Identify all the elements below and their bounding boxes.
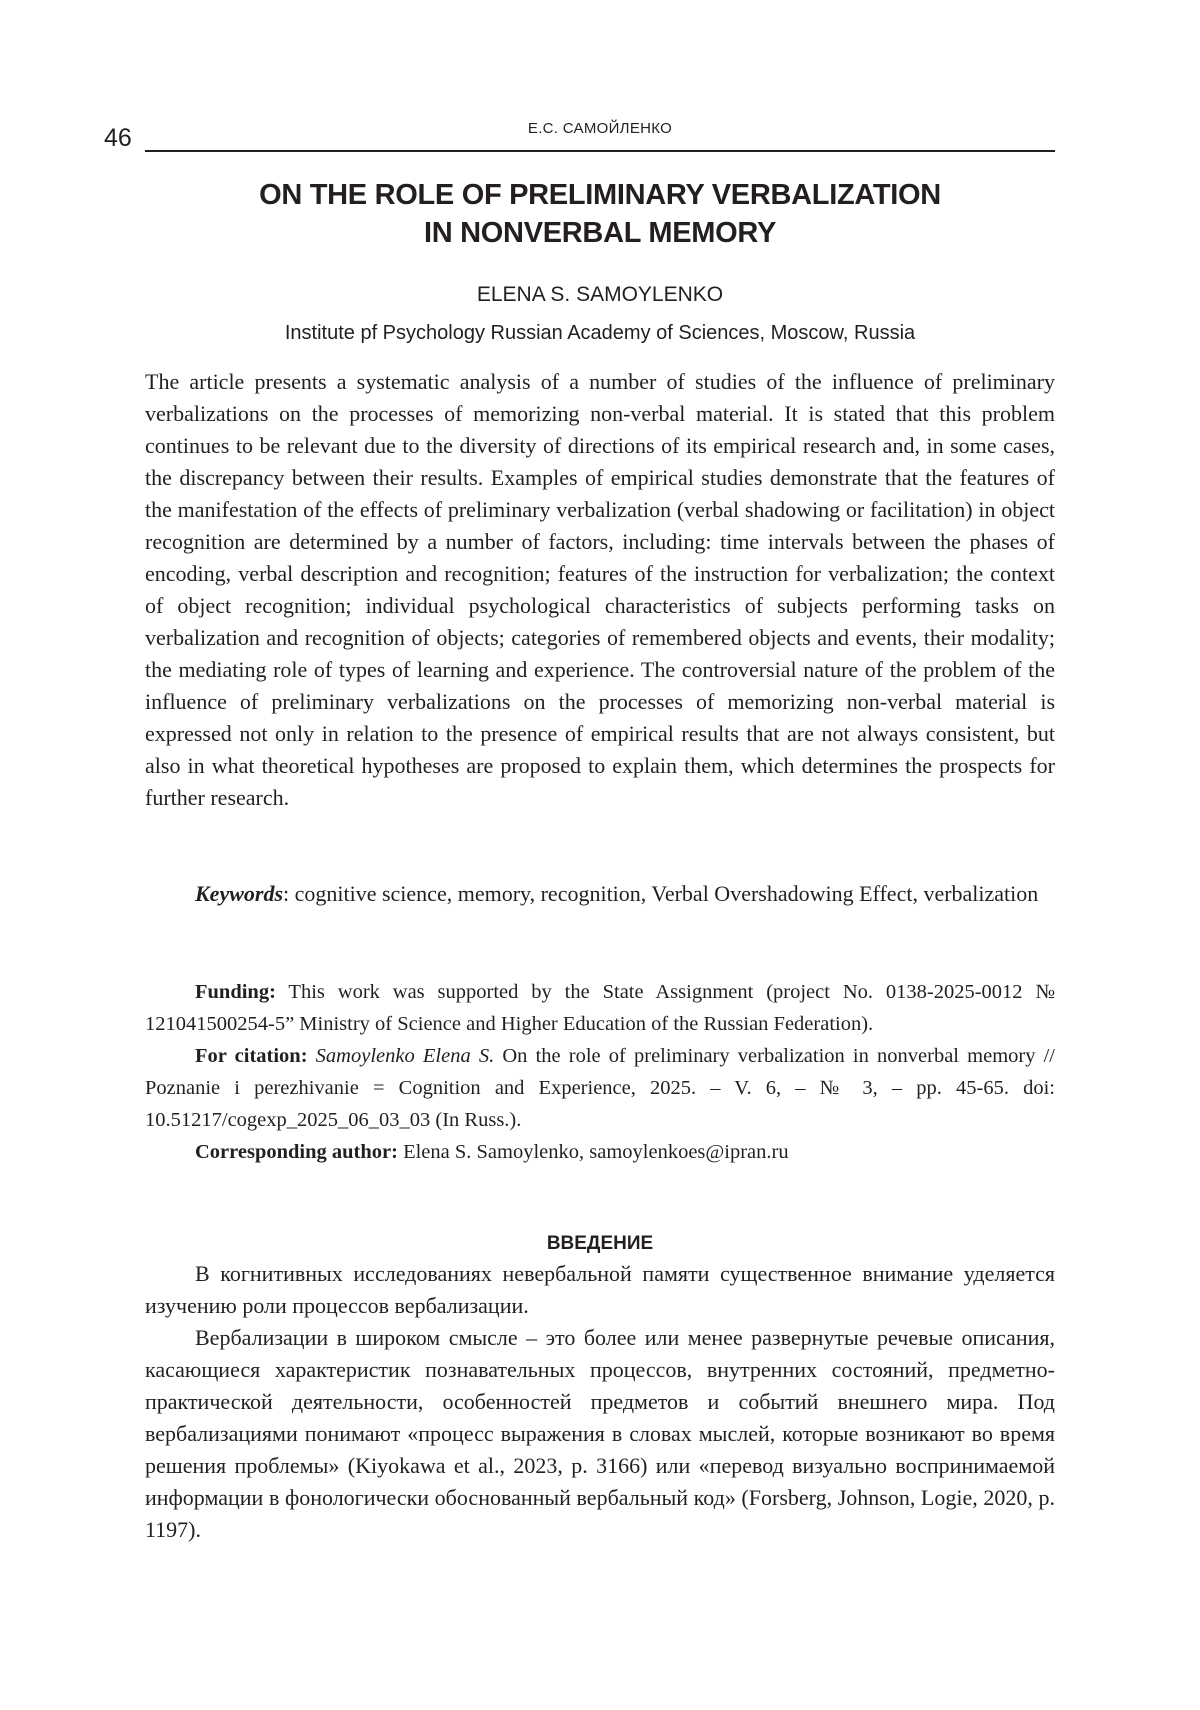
paragraph: Вербализации в широком смысле – это более или менее развернутые речевые описания, касающиеся характеристик познавательных процессов, внутренних состояний, предметно-практической деятельности, особенностей предметов и событий внешнего мира. Под вербализациями понимают «процесс выражения в словах мыслей, которые возникают во время решения проблемы» (Kiyokawa et al., 2023, p. 3166) или «перевод визуально воспринимаемой информации в фонологически обоснованный вербальный код» (Forsberg, Johnson, Logie, 2020, p. 1197). bbox=[145, 1325, 1055, 1542]
author-affiliation: Institute pf Psychology Russian Academy of Sciences, Moscow, Russia bbox=[284, 322, 916, 344]
section-heading: ВВЕДЕНИЕ bbox=[546, 1233, 654, 1254]
paragraph: В когнитивных исследованиях невербальной памяти существенное внимание уделяется изучению роли процессов вербализации. bbox=[145, 1261, 1055, 1318]
page-number: 46 bbox=[104, 124, 132, 152]
funding-label: Funding: bbox=[195, 981, 276, 1003]
funding bbox=[145, 976, 1055, 1040]
citation-text: On the role of preliminary verbalization in nonverbal memory // Poznanie i perezhivanie = Cognition and Experience, 2025. – V. 6, – № 3, – pp. 45-65. doi: 10.51217/cogexp_2025_06_03_03 (In Russ.). bbox=[145, 1045, 1055, 1131]
citation-label: For citation: bbox=[195, 1045, 308, 1067]
abstract: The article presents a systematic analysis of a number of studies of the influence of preliminary verbalizations on the processes of memorizing non-verbal material. It is stated that this problem continues to be relevant due to the diversity of directions of its empirical research and, in some cases, the discrepancy between their results. Examples of empirical studies demonstrate that the features of the manifestation of the effects of preliminary verbalization (verbal shadowing or facilitation) in object recognition are determined by a number of factors, including: time intervals between the phases of encoding, verbal description and recognition; features of the instruction for verbalization; the context of object recognition; individual psychological characteristics of subjects performing tasks on verbalization and recognition of objects; categories of remembered objects and events, their modality; the mediating role of types of learning and experience. The controversial nature of the problem of the influence of preliminary verbalizations on the processes of memorizing non-verbal material is expressed not only in relation to the presence of empirical results that are not always consistent, but also in what theoretical hypotheses are proposed to explain them, which determines the prospects for further research. bbox=[145, 369, 1055, 810]
running-head: Е.С. САМОЙЛЕНКО bbox=[527, 120, 673, 137]
citation-author: Samoylenko Elena S. bbox=[307, 1045, 495, 1067]
author-name: ELENA S. SAMOYLENKO bbox=[476, 283, 724, 306]
header-rule bbox=[145, 150, 1055, 152]
keywords-text: : cognitive science, memory, recognition, Verbal Overshadowing Effect, verbalization bbox=[283, 881, 1039, 906]
section-body bbox=[145, 1258, 1055, 1546]
title-line-1: ON THE ROLE OF PRELIMINARY VERBALIZATION bbox=[259, 179, 941, 211]
corresponding-label: Corresponding author: bbox=[195, 1141, 398, 1163]
corresponding-text: Elena S. Samoylenko, samoylenkoes@ipran.ru bbox=[397, 1141, 789, 1163]
title-line-2: IN NONVERBAL MEMORY bbox=[424, 217, 776, 249]
keywords bbox=[145, 878, 1055, 910]
citation bbox=[145, 1040, 1055, 1136]
article-title bbox=[145, 176, 1055, 252]
corresponding-author bbox=[145, 1136, 1055, 1168]
article-meta bbox=[145, 976, 1055, 1168]
keywords-label: Keywords bbox=[195, 881, 283, 906]
funding-text: This work was supported by the State Assignment (project No. 0138-2025-0012 № 121041500254-5” Ministry of Science and Higher Education of the Russian Federation). bbox=[145, 981, 1055, 1035]
